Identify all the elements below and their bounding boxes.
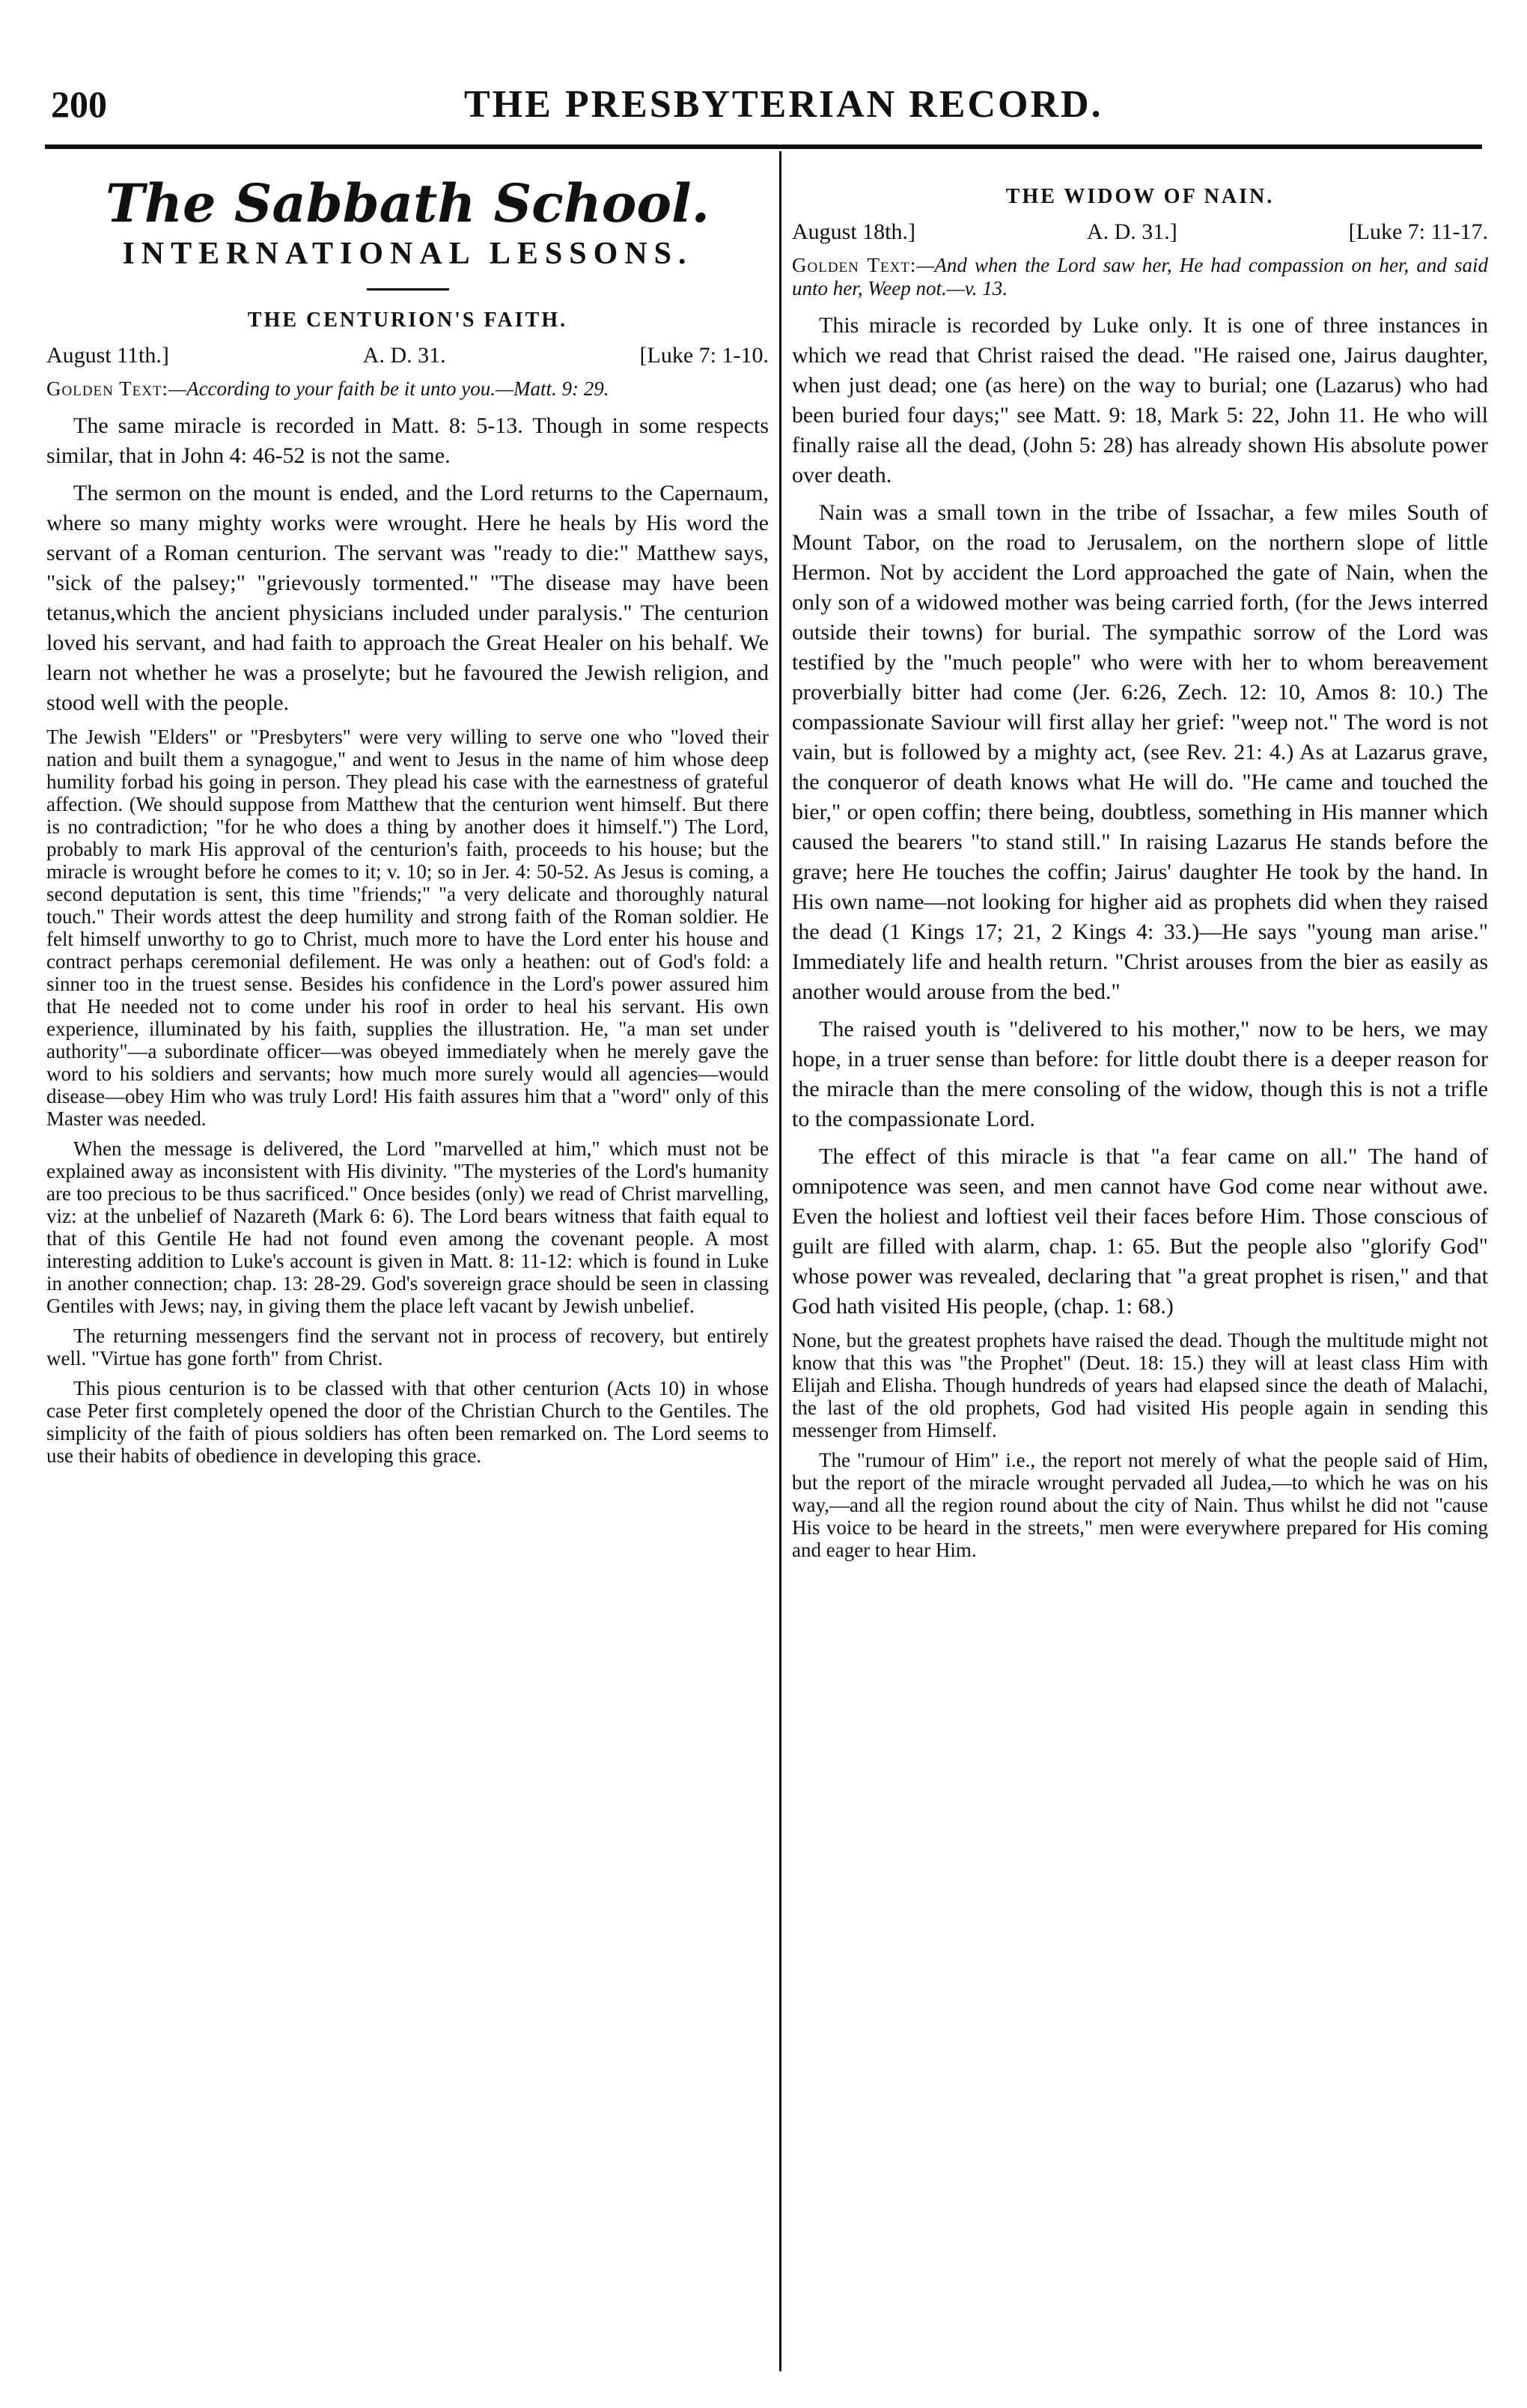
lesson-date: August 11th.] (46, 342, 169, 368)
golden-text-label: Golden Text: (792, 254, 917, 276)
lesson-title: THE WIDOW OF NAIN. (1005, 185, 1275, 208)
column-divider (779, 151, 781, 2371)
lesson-title: THE CENTURION'S FAITH. (247, 308, 568, 332)
body-paragraph: The Jewish "Elders" or "Presbyters" were very willing to serve one who "loved their nation and built them a synagogue," and went to Jesus in the name of him whose deep humility forbad his going in person. They plead his case with the earnestness of grateful affection. (We should suppose from Matthew that the centurion went himself. But there is no contradiction; "for he who does a thing by another does it himself.") The Lord, probably to mark His approval of the centurion's faith, proceeds to his house; but the miracle is wrought before he comes to it; v. 10; so in Jer. 4: 50-52. As Jesus is coming, a second deputation is sent, this time "friends;" "a very delicate and thoroughly natural touch." Their words attest the deep humility and strong faith of the Roman soldier. He felt himself unworthy to go to Christ, much more to have the Lord enter his house and contract perhaps ceremonial defilement. He was only a heathen: out of God's fold: a sinner too in the truest sense. Besides his confidence in the Lord's power assured him that He needed not to come under his roof in order to heal his servant. His own experience, illuminated by his faith, supplies the illustration. He, "a man set under authority"—a subordinate officer—was obeyed immediately when he merely gave the word to his soldiers and servants; how much more surely would all agencies—would disease—obey Him who was truly Lord! His faith assures him that a "word" only of this Master was needed. (46, 725, 769, 1130)
body-paragraph: The effect of this miracle is that "a fear came on all." The hand of omnipotence was seen, and men cannot have God come near without awe. Even the holiest and loftiest veil their faces before Him. Those conscious of guilt are filled with alarm, chap. 1: 65. But the people also "glorify God" whose power was revealed, declaring that "a great prophet is risen," and that God hath visited His people, (chap. 1: 68.) (792, 1144, 1488, 1319)
body-paragraph: The same miracle is recorded in Matt. 8: 5-13. Though in some respects similar, that in John 4: 46-52 is not the same. (46, 413, 769, 468)
body-paragraph: When the message is delivered, the Lord "marvelled at him," which must not be explained away as inconsistent with His divinity. "The mysteries of the Lord's humanity are too precious to be thus sacrificed." Once besides (only) we read of Christ marvelling, viz: at the unbelief of Nazareth (Mark 6: 6). The Lord bears witness that faith equal to that of this Gentile He had not found even among the covenant people. A most interesting addition to Luke's account is given in Matt. 8: 11-12: which is found in Luke in another connection; chap. 13: 28-29. God's sovereign grace should be seen in classing Gentiles with Jews; nay, in giving them the place left vacant by Jewish unbelief. (46, 1137, 769, 1317)
golden-text-label: Golden Text: (46, 377, 169, 400)
header-rule (45, 145, 1482, 149)
body-paragraph: This pious centurion is to be classed with that other centurion (Acts 10) in whose case Peter first completely opened the door of the Christian Church to the Gentiles. The simplicity of the faith of pious soldiers has often been remarked on. The Lord seems to use their habits of obedience in developing this grace. (46, 1376, 769, 1467)
body-paragraph: This miracle is recorded by Luke only. It is one of three instances in which we read that Christ raised the dead. "He raised one, Jairus daughter, when just dead; one (as here) on the way to burial; one (Lazarus) who had been buried four days;" see Matt. 9: 18, Mark 5: 22, John 11. He who will finally raise all the dead, (John 5: 28) has already shown His absolute power over death. (792, 313, 1488, 487)
left-column (46, 161, 769, 1474)
body-paragraph: None, but the greatest prophets have raised the dead. Though the multitude might not know that this was "the Prophet" (Deut. 18: 15.) they will at least class Him with Elijah and Elisha. Though hundreds of years had elapsed since the death of Malachi, the last of the old prophets, God had visited His people again in sending this messenger from Himself. (792, 1329, 1488, 1441)
body-paragraph: The "rumour of Him" i.e., the report not merely of what the people said of Him, but the report of the miracle wrought pervaded all Judea,—to which he was on his way,—and all the region round about the city of Nain. Thus whilst he did not "cause His voice to be heard in the streets," men were everywhere prepared for His coming and eager to hear Him. (792, 1449, 1488, 1561)
body-paragraph: The raised youth is "delivered to his mother," now to be hers, we may hope, in a truer sense than before: for little doubt there is a deeper reason for the miracle than the mere consoling of the widow, though this is not a trifle to the compassionate Lord. (792, 1017, 1488, 1131)
journal-title: THE PRESBYTERIAN RECORD. (464, 83, 1103, 126)
lesson-reference: [Luke 7: 1-10. (639, 342, 769, 368)
page-header (45, 82, 1482, 142)
page-number: 200 (51, 83, 107, 125)
section-rule (367, 288, 449, 291)
golden-text-body: —According to your faith be it unto you.—Matt. 9: 29. (168, 377, 609, 400)
body-paragraph: The sermon on the mount is ended, and the Lord returns to the Capernaum, where so many mighty works were wrought. Here he heals by His word the servant of a Roman centurion. The servant was "ready to die:" Matthew says, "sick of the palsey;" "grievously tormented." "The disease may have been tetanus,which the ancient physicians included under paralysis." The centurion loved his servant, and had faith to approach the Great Healer on his behalf. We learn not whether he was a proselyte; but he favoured the Jewish religion, and stood well with the people. (46, 480, 769, 715)
golden-text (792, 254, 1488, 300)
lesson-year: A. D. 31.] (1086, 219, 1177, 244)
lesson-year: A. D. 31. (362, 342, 446, 368)
right-column (792, 161, 1488, 1569)
golden-text-body: —And when the Lord saw her, He had compassion on her, and said unto her, Weep not.—v. 13. (792, 254, 1488, 300)
series-title: INTERNATIONAL LESSONS. (122, 236, 693, 271)
lesson-meta (46, 343, 769, 368)
golden-text (46, 377, 769, 401)
lesson-meta (792, 219, 1488, 245)
lesson-reference: [Luke 7: 11-17. (1348, 219, 1488, 244)
lesson-date: August 18th.] (792, 219, 915, 244)
department-title: The Sabbath School. (105, 172, 710, 234)
body-paragraph: Nain was a small town in the tribe of Issachar, a few miles South of Mount Tabor, on the road to Jerusalem, on the northern slope of little Hermon. Not by accident the Lord approached the gate of Nain, when the only son of a widowed mother was being carried forth, (for the Jews interred outside their towns) for burial. The sympathic sorrow of the Lord was testified by the "much people" who were with her to whom bereavement proverbially bitter had come (Jer. 6:26, Zech. 12: 10, Amos 8: 10.) The compassionate Saviour will first allay her grief: "weep not." The word is not vain, but is followed by a mighty act, (see Rev. 21: 4.) As at Lazarus grave, the conqueror of death knows what He will do. "He came and touched the bier," or open coffin; there being, doubtless, something in His manner which caused the bearers "to stand still." In raising Lazarus He stands before the grave; here He touches the coffin; Jairus' daughter He took by the hand. In His own name—not looking for higher aid as prophets did when they raised the dead (1 Kings 17; 21, 2 Kings 4: 33.)—He says "young man arise." Immediately life and health return. "Christ arouses from the bier as easily as another would arouse from the bed." (792, 500, 1488, 1004)
body-paragraph: The returning messengers find the servant not in process of recovery, but entirely well. "Virtue has gone forth" from Christ. (46, 1324, 769, 1369)
